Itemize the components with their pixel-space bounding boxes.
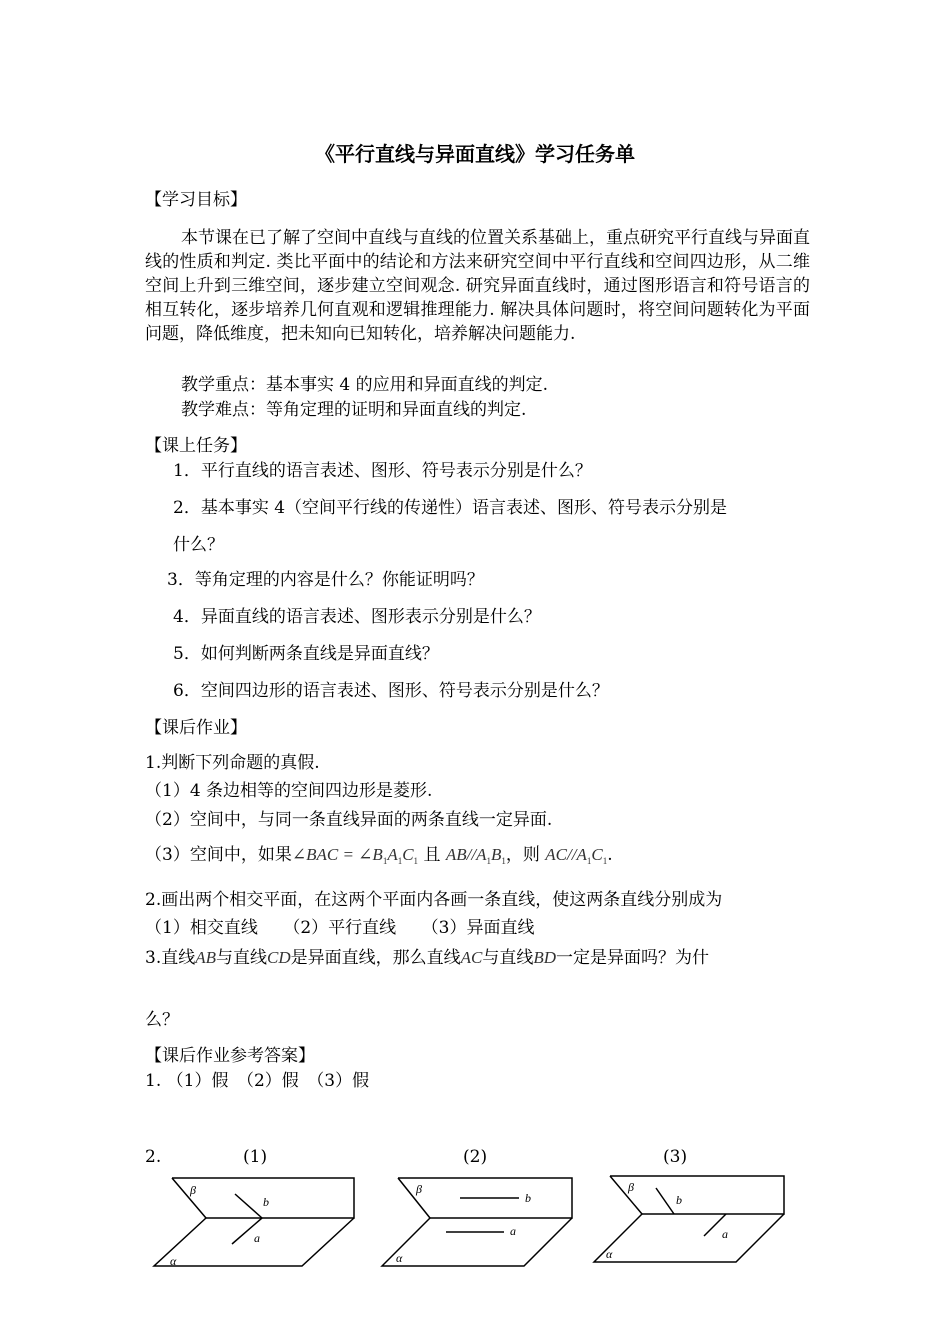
homework-q1-2: （2）空间中，与同一条直线异面的两条直线一定异面.: [145, 810, 553, 830]
key-point: 教学重点：基本事实 4 的应用和异面直线的判定.: [181, 375, 549, 395]
homework-q3: [145, 946, 709, 970]
q3-text: 与直线: [482, 948, 534, 968]
plane-alpha-edge: [382, 1218, 572, 1266]
homework-heading: 【课后作业】: [145, 718, 247, 738]
homework-q2-options: （1）相交直线 （2）平行直线 （3）异面直线: [145, 918, 535, 938]
math-ab-parallel: $AB//A_1B_1$: [445, 845, 506, 866]
page-title: 《平行直线与异面直线》学习任务单: [315, 142, 635, 166]
task-item: 3．等角定理的内容是什么？你能证明吗？: [167, 570, 484, 590]
homework-q1: 1.判断下列命题的真假.: [145, 753, 320, 773]
task-item: 5．如何判断两条直线是异面直线？: [173, 644, 439, 664]
label-b: b: [676, 1193, 682, 1207]
label-beta: β: [416, 1182, 422, 1196]
math-cd: CD: [267, 948, 291, 967]
homework-q1-3: [145, 843, 613, 873]
label-a: a: [254, 1231, 260, 1245]
figure-label-2: (2): [463, 1147, 488, 1167]
label-a: a: [510, 1224, 516, 1238]
q3-text: 与直线: [216, 948, 268, 968]
label-b: b: [525, 1191, 531, 1205]
line-b: [656, 1188, 674, 1214]
math-bd: BD: [533, 948, 557, 967]
answers-heading: 【课后作业参考答案】: [145, 1046, 315, 1066]
label-beta: β: [190, 1183, 196, 1197]
math-ac: AC: [460, 948, 483, 967]
math-angle-bac: ∠BAC = $\angle B_1A_1C_1$: [291, 845, 419, 866]
task-item: 4．异面直线的语言表述、图形表示分别是什么？: [173, 607, 541, 627]
plane-beta-edge: [610, 1176, 642, 1214]
figure-parallel-lines: [378, 1172, 578, 1272]
figure-label-3: (3): [663, 1147, 688, 1167]
figure-skew-lines: [590, 1170, 790, 1270]
plane-beta-edge: [610, 1176, 784, 1214]
task-item: 什么？: [173, 535, 224, 555]
goals-paragraph: 本节课在已了解了空间中直线与直线的位置关系基础上，重点研究平行直线与异面直线的性质和判定. 类比平面中的结论和方法来研究空间中平行直线和空间四边形，从二维空间上升到三维空间，逐步建立空间观念. 研究异面直线时，通过图形语言和符号语言的相互转化，逐步培养几何直观和逻辑推理能力. 解决具体问题时，将空间问题转化为平面问题，降低维度，把未知向已知转化，培养解决问题能力.: [145, 228, 810, 344]
plane-beta-edge: [172, 1178, 206, 1218]
math-ac-parallel: $AC//A_1C_1$: [545, 845, 608, 866]
figure-label-1: (1): [243, 1147, 268, 1167]
label-a: a: [722, 1227, 728, 1241]
answer-1: 1. （1）假 （2）假 （3）假: [145, 1071, 370, 1091]
homework-q1-1: （1）4 条边相等的空间四边形是菱形.: [145, 781, 433, 801]
q3-text: 3.直线: [145, 948, 196, 968]
tasks-heading: 【课上任务】: [145, 436, 247, 456]
q1-3-prefix: （3）空间中，如果: [145, 845, 292, 865]
label-b: b: [263, 1195, 269, 1209]
q1-3-mid: 且: [423, 845, 441, 865]
answer-2-label: 2.: [145, 1147, 162, 1167]
goals-heading: 【学习目标】: [145, 190, 247, 210]
task-item: 6．空间四边形的语言表述、图形、符号表示分别是什么？: [173, 681, 609, 701]
q3-text: 是异面直线，那么直线: [290, 948, 461, 968]
label-alpha: α: [396, 1251, 403, 1265]
label-beta: β: [628, 1180, 634, 1194]
label-alpha: α: [606, 1247, 613, 1261]
difficulty: 教学难点：等角定理的证明和异面直线的判定.: [181, 400, 527, 420]
math-ab: AB: [195, 948, 217, 967]
q1-3-then: ，则: [505, 845, 540, 865]
label-alpha: α: [170, 1254, 177, 1268]
line-b: [235, 1194, 262, 1218]
task-item: 2．基本事实 4（空间平行线的传递性）语言表述、图形、符号表示分别是: [173, 498, 728, 518]
homework-q2: 2.画出两个相交平面，在这两个平面内各画一条直线，使这两条直线分别成为: [145, 890, 723, 910]
q1-3-end: .: [607, 845, 613, 865]
figure-intersecting-lines: [150, 1172, 360, 1272]
homework-q3-tail: 么？: [145, 1010, 179, 1030]
task-item: 1．平行直线的语言表述、图形、符号表示分别是什么？: [173, 461, 592, 481]
plane-alpha-edge: [594, 1214, 784, 1262]
plane-beta-edge: [398, 1178, 430, 1218]
q3-text: 一定是异面吗？为什: [556, 948, 710, 968]
